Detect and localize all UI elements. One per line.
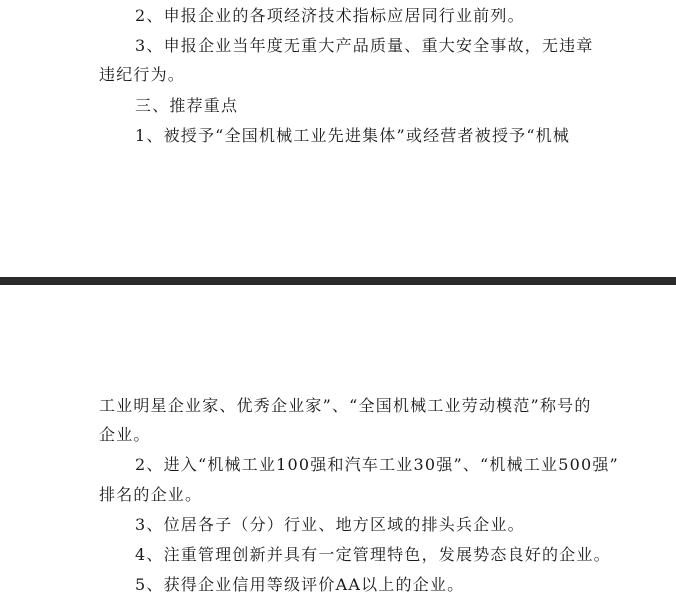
focus-item-3: 3、位居各子（分）行业、地方区域的排头兵企业。 bbox=[135, 515, 525, 534]
focus-item-1-continuation-end: 企业。 bbox=[99, 425, 151, 444]
criteria-item-3-continuation: 违纪行为。 bbox=[99, 65, 186, 84]
criteria-item-3: 3、申报企业当年度无重大产品质量、重大安全事故，无违章 bbox=[135, 36, 594, 55]
focus-item-1: 1、被授予“全国机械工业先进集体”或经营者被授予“机械 bbox=[135, 126, 571, 145]
page-divider bbox=[0, 277, 676, 285]
focus-item-2: 2、进入“机械工业100强和汽车工业30强”、“机械工业500强” bbox=[135, 455, 619, 474]
focus-item-5: 5、获得企业信用等级评价AA以上的企业。 bbox=[135, 575, 465, 594]
focus-item-1-continuation: 工业明星企业家、优秀企业家”、“全国机械工业劳动模范”称号的 bbox=[99, 396, 592, 415]
section-heading-recommendation-focus: 三、推荐重点 bbox=[135, 96, 239, 115]
document-page-top bbox=[0, 0, 676, 277]
focus-item-2-continuation: 排名的企业。 bbox=[99, 485, 203, 504]
criteria-item-2: 2、申报企业的各项经济技术指标应居同行业前列。 bbox=[135, 6, 525, 25]
focus-item-4: 4、注重管理创新并具有一定管理特色，发展势态良好的企业。 bbox=[135, 545, 611, 564]
document-page-bottom bbox=[0, 285, 676, 603]
